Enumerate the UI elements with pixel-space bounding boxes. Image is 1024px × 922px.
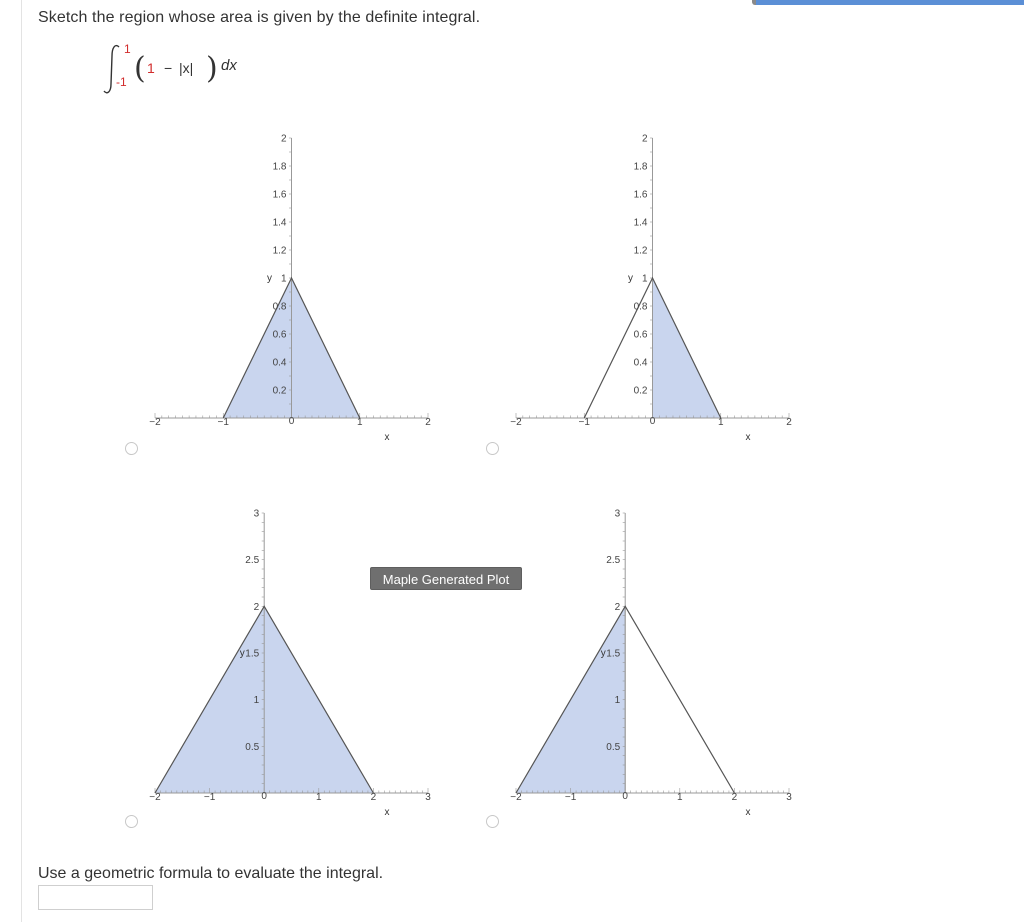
x-tick-label: −1 bbox=[564, 792, 577, 803]
y-tick-label: 3 bbox=[253, 508, 260, 520]
y-tick-label: 0.5 bbox=[245, 741, 260, 753]
y-axis-title: y bbox=[267, 273, 272, 284]
integrand-operator: − bbox=[164, 60, 173, 76]
x-tick-label: 0 bbox=[622, 791, 628, 802]
y-tick-label: 1.8 bbox=[633, 161, 648, 173]
x-axis-title: x bbox=[745, 807, 751, 818]
y-tick-label: 1.6 bbox=[272, 189, 287, 201]
chart-svg bbox=[149, 508, 440, 818]
y-tick-label: 0.6 bbox=[633, 329, 648, 341]
y-tick-label: 1.2 bbox=[272, 245, 287, 257]
y-tick-label: 2 bbox=[614, 601, 621, 613]
question-prompt: Sketch the region whose area is given by the definite integral. bbox=[38, 9, 481, 26]
x-tick-label: 0 bbox=[649, 416, 656, 427]
x-tick-label: 1 bbox=[717, 417, 724, 428]
x-tick-label: 1 bbox=[356, 417, 363, 428]
y-tick-label: 1 bbox=[253, 695, 260, 707]
y-tick-label: 0.4 bbox=[272, 357, 287, 369]
y-tick-label: 1 bbox=[280, 273, 287, 285]
y-tick-label: 0.8 bbox=[272, 301, 287, 313]
y-tick-label: 1.8 bbox=[272, 161, 287, 173]
y-tick-label: 2 bbox=[280, 133, 287, 145]
x-tick-label: 3 bbox=[425, 792, 431, 803]
y-tick-label: 1.6 bbox=[633, 189, 648, 201]
y-tick-label: 0.4 bbox=[633, 357, 648, 369]
x-tick-label: 1 bbox=[316, 792, 322, 803]
chart-svg bbox=[510, 133, 801, 443]
y-tick-label: 2.5 bbox=[606, 555, 621, 567]
integrand-constant: 1 bbox=[147, 60, 155, 76]
y-tick-label: 1.2 bbox=[633, 245, 648, 257]
x-tick-label: −1 bbox=[203, 792, 216, 803]
top-progress-bar bbox=[752, 0, 1024, 5]
x-axis-title: x bbox=[745, 432, 751, 443]
x-axis-title: x bbox=[384, 807, 390, 818]
y-tick-label: 0.8 bbox=[633, 301, 648, 313]
chart-svg bbox=[510, 508, 801, 818]
option-plot-b bbox=[510, 133, 801, 443]
y-tick-label: 1.5 bbox=[245, 648, 260, 660]
x-axis-title: x bbox=[384, 432, 390, 443]
y-tick-label: 0.2 bbox=[633, 385, 648, 397]
question-geometric: Use a geometric formula to evaluate the integral. bbox=[38, 865, 384, 882]
y-tick-label: 1 bbox=[641, 273, 648, 285]
option-radio-c[interactable] bbox=[125, 815, 138, 828]
x-tick-label: −1 bbox=[578, 417, 590, 428]
option-radio-d[interactable] bbox=[486, 815, 499, 828]
upper-limit: 1 bbox=[124, 42, 131, 56]
option-radio-a[interactable] bbox=[125, 442, 138, 455]
x-tick-label: 3 bbox=[786, 792, 792, 803]
y-tick-label: 2 bbox=[641, 133, 648, 145]
y-tick-label: 2 bbox=[253, 601, 260, 613]
y-tick-label: 3 bbox=[614, 508, 621, 520]
x-tick-label: 0 bbox=[261, 791, 267, 802]
answer-input[interactable] bbox=[38, 885, 153, 910]
chart-svg bbox=[149, 133, 440, 443]
y-axis-title: y bbox=[239, 648, 245, 659]
x-tick-label: 2 bbox=[731, 792, 738, 803]
x-tick-label: 2 bbox=[425, 417, 431, 428]
right-paren: ) bbox=[206, 51, 218, 86]
y-axis-title: y bbox=[600, 648, 606, 659]
y-tick-label: 0.2 bbox=[272, 385, 287, 397]
integrand-abs: |x| bbox=[179, 60, 194, 76]
x-tick-label: −2 bbox=[149, 417, 161, 428]
differential: dx bbox=[221, 57, 237, 74]
y-axis-title: y bbox=[628, 273, 633, 284]
option-plot-d bbox=[510, 508, 801, 818]
x-tick-label: 2 bbox=[786, 417, 792, 428]
x-tick-label: −2 bbox=[149, 792, 161, 803]
y-tick-label: 1 bbox=[614, 695, 621, 707]
x-tick-label: 1 bbox=[677, 792, 683, 803]
option-plot-c bbox=[149, 508, 440, 818]
plot-tooltip: Maple Generated Plot bbox=[370, 567, 522, 590]
y-tick-label: 1.4 bbox=[272, 217, 287, 229]
option-plot-a bbox=[149, 133, 440, 443]
x-tick-label: −2 bbox=[510, 792, 522, 803]
integral-sign-icon bbox=[100, 42, 124, 98]
left-border bbox=[21, 0, 22, 922]
lower-limit: -1 bbox=[116, 75, 127, 89]
y-tick-label: 2.5 bbox=[245, 555, 260, 567]
y-tick-label: 0.6 bbox=[272, 329, 287, 341]
y-tick-label: 0.5 bbox=[606, 741, 621, 753]
y-tick-label: 1.5 bbox=[606, 648, 621, 660]
x-tick-label: −2 bbox=[510, 417, 522, 428]
x-tick-label: 2 bbox=[370, 792, 377, 803]
x-tick-label: −1 bbox=[217, 417, 229, 428]
y-tick-label: 1.4 bbox=[633, 217, 648, 229]
integral-expression bbox=[100, 42, 260, 98]
left-paren: ( bbox=[134, 51, 146, 86]
option-radio-b[interactable] bbox=[486, 442, 499, 455]
x-tick-label: 0 bbox=[288, 416, 295, 427]
